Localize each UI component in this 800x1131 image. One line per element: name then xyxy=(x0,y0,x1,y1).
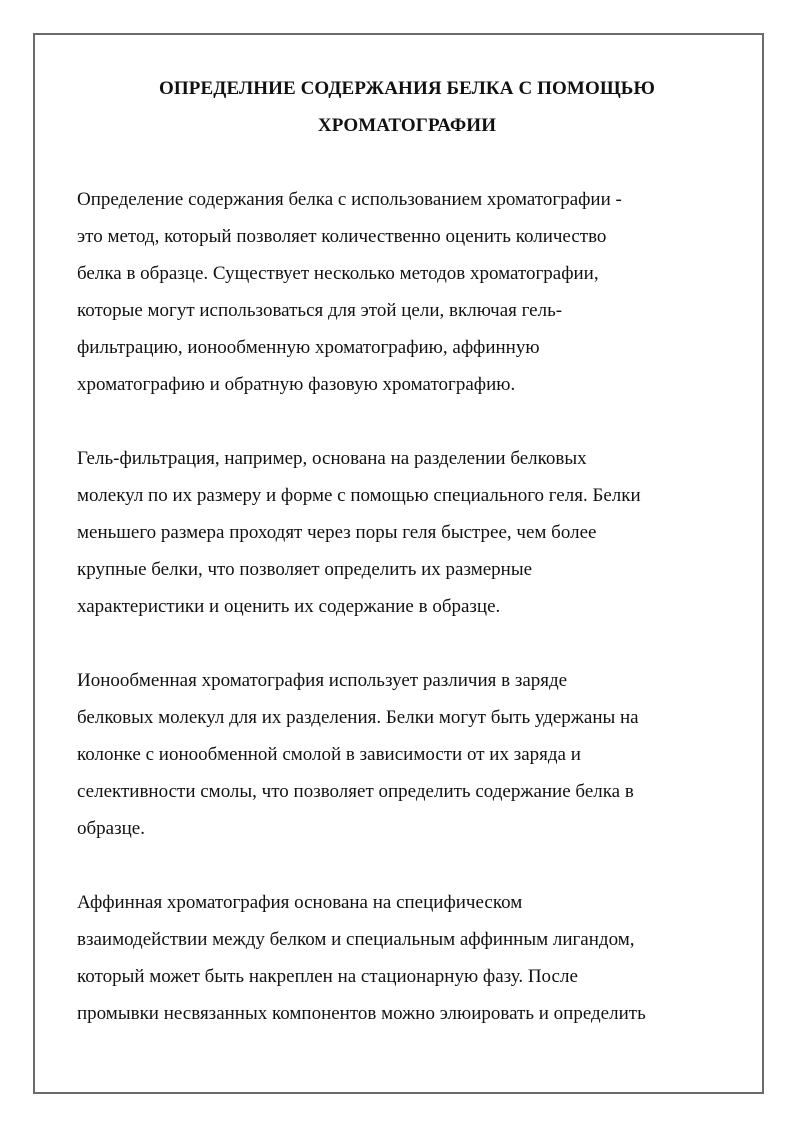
spacer xyxy=(77,847,737,884)
text-line: Ионообменная хроматография использует различия в заряде xyxy=(77,670,568,691)
title-line: ОПРЕДЕЛНИЕ СОДЕРЖАНИЯ БЕЛКА С ПОМОЩЬЮ xyxy=(159,78,655,99)
document-title xyxy=(77,70,737,144)
paragraph-intro xyxy=(77,181,737,403)
text-line: образце. xyxy=(77,818,145,839)
text-line: меньшего размера проходят через поры геля быстрее, чем более xyxy=(77,522,597,543)
text-line: промывки несвязанных компонентов можно элюировать и определить xyxy=(77,1003,646,1024)
spacer xyxy=(77,403,737,440)
text-line: Аффинная хроматография основана на специфическом xyxy=(77,892,523,913)
text-line: хроматографию и обратную фазовую хроматографию. xyxy=(77,374,516,395)
text-line: белка в образце. Существует несколько методов хроматографии, xyxy=(77,263,599,284)
text-line: селективности смолы, что позволяет определить содержание белка в xyxy=(77,781,634,802)
paragraph-affinity xyxy=(77,884,737,1032)
text-line: колонке с ионообменной смолой в зависимости от их заряда и xyxy=(77,744,581,765)
text-line: Определение содержания белка с использованием хроматографии - xyxy=(77,189,622,210)
text-line: Гель-фильтрация, например, основана на разделении белковых xyxy=(77,448,587,469)
text-line: характеристики и оценить их содержание в образце. xyxy=(77,596,501,617)
document-body xyxy=(77,70,737,1032)
text-line: взаимодействии между белком и специальным аффинным лигандом, xyxy=(77,929,635,950)
text-line: белковых молекул для их разделения. Белки могут быть удержаны на xyxy=(77,707,639,728)
text-line: фильтрацию, ионообменную хроматографию, аффинную xyxy=(77,337,540,358)
spacer xyxy=(77,144,737,181)
text-line: которые могут использоваться для этой цели, включая гель- xyxy=(77,300,563,321)
text-line: крупные белки, что позволяет определить их размерные xyxy=(77,559,533,580)
paragraph-gel-filtration xyxy=(77,440,737,625)
spacer xyxy=(77,625,737,662)
paragraph-ion-exchange xyxy=(77,662,737,847)
title-line: ХРОМАТОГРАФИИ xyxy=(317,115,497,136)
text-line: это метод, который позволяет количественно оценить количество xyxy=(77,226,607,247)
text-line: который может быть накреплен на стационарную фазу. После xyxy=(77,966,578,987)
text-line: молекул по их размеру и форме с помощью специального геля. Белки xyxy=(77,485,641,506)
